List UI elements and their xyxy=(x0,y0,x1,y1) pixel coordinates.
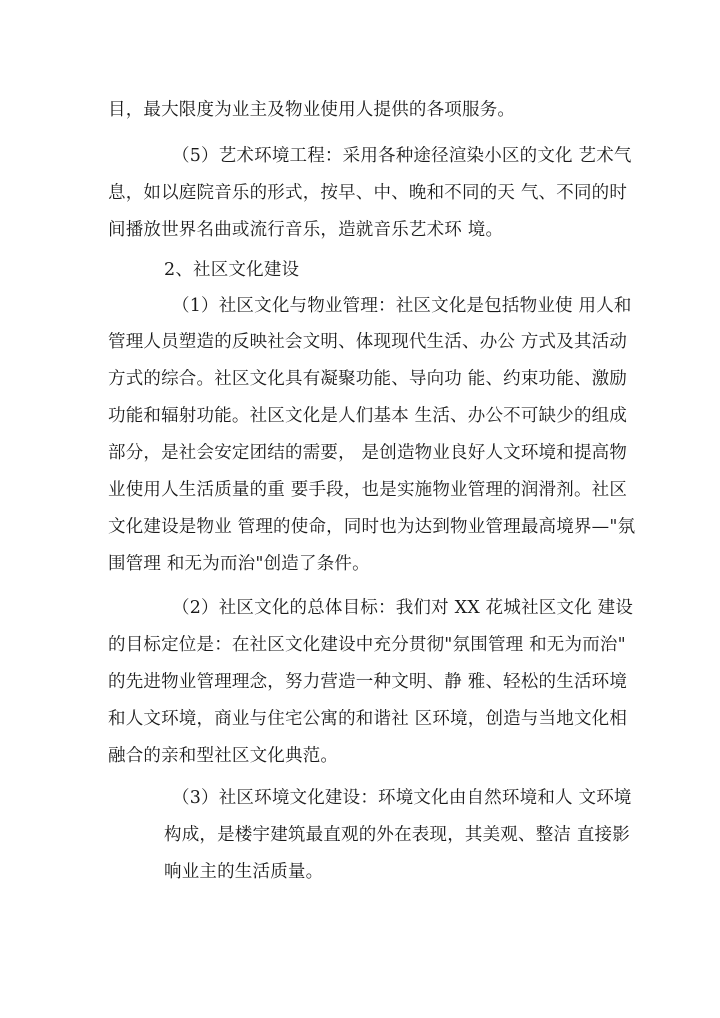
paragraph-line: 融合的亲和型社区文化典范。 xyxy=(108,746,339,766)
paragraph-line: 目，最大限度为业主及物业使用人提供的各项服务。 xyxy=(108,100,516,120)
paragraph-line: 构成，是楼宇建筑最直观的外在表现，其美观、整洁 直接影 xyxy=(164,825,630,845)
paragraph-line: （1）社区文化与物业管理：社区文化是包括物业使 用人和 xyxy=(172,296,632,316)
paragraph-line: 文化建设是物业 管理的使命，同时也为达到物业管理最高境界—"氛 xyxy=(108,517,636,537)
paragraph-line: （3）社区环境文化建设：环境文化由自然环境和人 文环境 xyxy=(172,788,632,808)
section-heading: 2、社区文化建设 xyxy=(164,260,300,280)
paragraph-line: （5）艺术环境工程：采用各种途径渲染小区的文化 艺术气 xyxy=(172,146,632,166)
paragraph-line: 围管理 和无为而治"创造了条件。 xyxy=(108,554,370,574)
paragraph-line: 管理人员塑造的反映社会文明、体现现代生活、办公 方式及其活动 xyxy=(108,332,628,352)
paragraph-line: 部分，是社会安定团结的需要， 是创造物业良好人文环境和提高物 xyxy=(108,443,628,463)
paragraph-line: （2）社区文化的总体目标：我们对 XX 花城社区文化 建设 xyxy=(172,598,634,618)
paragraph-line: 响业主的生活质量。 xyxy=(164,862,324,882)
paragraph-line: 的先进物业管理理念，努力营造一种文明、静 雅、轻松的生活环境 xyxy=(108,672,628,692)
paragraph-line: 功能和辐射功能。社区文化是人们基本 生活、办公不可缺少的组成 xyxy=(108,406,628,426)
paragraph-line: 息，如以庭院音乐的形式，按早、中、晚和不同的天 气、不同的时 xyxy=(108,183,628,203)
paragraph-line: 方式的综合。社区文化具有凝聚功能、导向功 能、约束功能、激励 xyxy=(108,369,628,389)
paragraph-line: 间播放世界名曲或流行音乐，造就音乐艺术环 境。 xyxy=(108,220,504,240)
paragraph-line: 和人文环境，商业与住宅公寓的和谐社 区环境，创造与当地文化相 xyxy=(108,709,628,729)
paragraph-line: 业使用人生活质量的重 要手段，也是实施物业管理的润滑剂。社区 xyxy=(108,480,628,500)
paragraph-line: 的目标定位是：在社区文化建设中充分贯彻"氛围管理 和无为而治" xyxy=(108,635,626,655)
